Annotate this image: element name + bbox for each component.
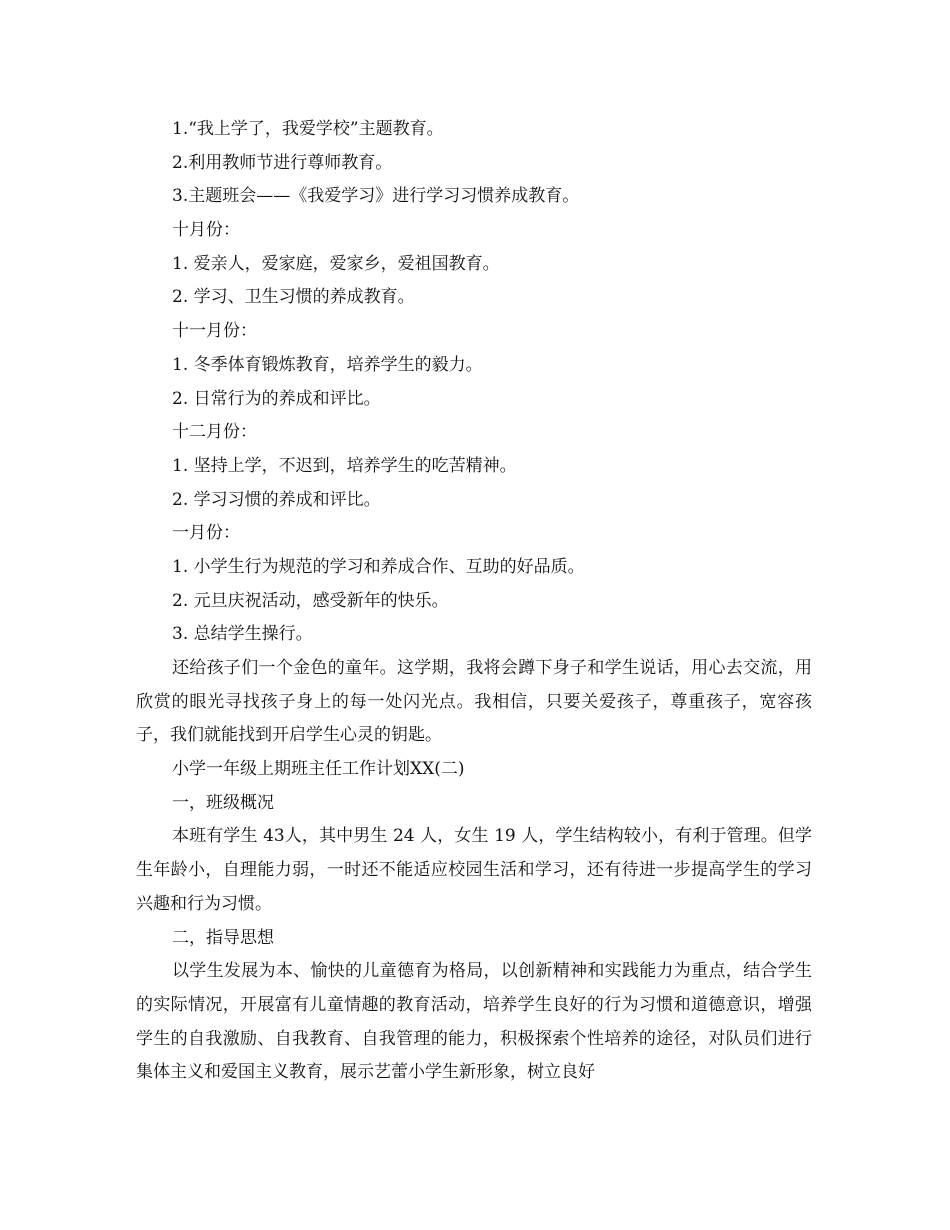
section-heading-guiding-thought: 二，指导思想: [172, 927, 274, 948]
class-overview-paragraph: 本班有学生 43人，其中男生 24 人，女生 19 人，学生结构较小，有利于管理。但学生年龄小，自理能力弱，一时还不能适应校园生活和学习，还有待进一步提高学生的学习兴趣和行为习惯。: [136, 826, 812, 914]
item-line: 1. 爱亲人，爱家庭，爱家乡，爱祖国教育。: [172, 253, 500, 274]
month-heading-october: 十月份：: [172, 220, 240, 241]
plan-title: 小学一年级上期班主任工作计划XX(二): [172, 759, 465, 780]
month-heading-january: 一月份：: [172, 523, 240, 544]
item-line: 1.“我上学了，我爱学校”主题教育。: [172, 119, 444, 139]
item-line: 2. 日常行为的养成和评比。: [172, 388, 381, 409]
item-line: 3. 总结学生操行。: [172, 624, 313, 645]
item-line: 1. 冬季体育锻炼教育，培养学生的毅力。: [172, 354, 483, 375]
item-line: 1. 坚持上学，不迟到，培养学生的吃苦精神。: [172, 455, 517, 476]
closing-paragraph: 还给孩子们一个金色的童年。这学期，我将会蹲下身子和学生说话，用心去交流，用欣赏的眼光寻找孩子身上的每一处闪光点。我相信，只要关爱孩子，尊重孩子，宽容孩子，我们就能找到开启学生心灵的钥匙。: [136, 658, 812, 746]
item-line: 3.主题班会——《我爱学习》进行学习习惯养成教育。: [172, 186, 580, 207]
guiding-thought-paragraph: 以学生发展为本、愉快的儿童德育为格局，以创新精神和实践能力为重点，结合学生的实际情况，开展富有儿童情趣的教育活动，培养学生良好的行为习惯和道德意识，增强学生的自我激励、自我教育、自我管理的能力，积极探索个性培养的途径，对队员们进行集体主义和爱国主义教育，展示艺蕾小学生新形象，树立良好: [136, 961, 812, 1083]
document-body: [136, 113, 812, 1090]
item-line: 2. 学习、卫生习惯的养成教育。: [172, 287, 415, 308]
item-line: 1. 小学生行为规范的学习和养成合作、互助的好品质。: [172, 556, 585, 577]
month-heading-november: 十一月份：: [172, 321, 257, 342]
month-heading-december: 十二月份：: [172, 422, 257, 443]
item-line: 2. 学习习惯的养成和评比。: [172, 489, 381, 510]
section-heading-class-overview: 一，班级概况: [172, 792, 274, 813]
item-line: 2.利用教师节进行尊师教育。: [172, 152, 393, 173]
item-line: 2. 元旦庆祝活动，感受新年的快乐。: [172, 590, 449, 611]
